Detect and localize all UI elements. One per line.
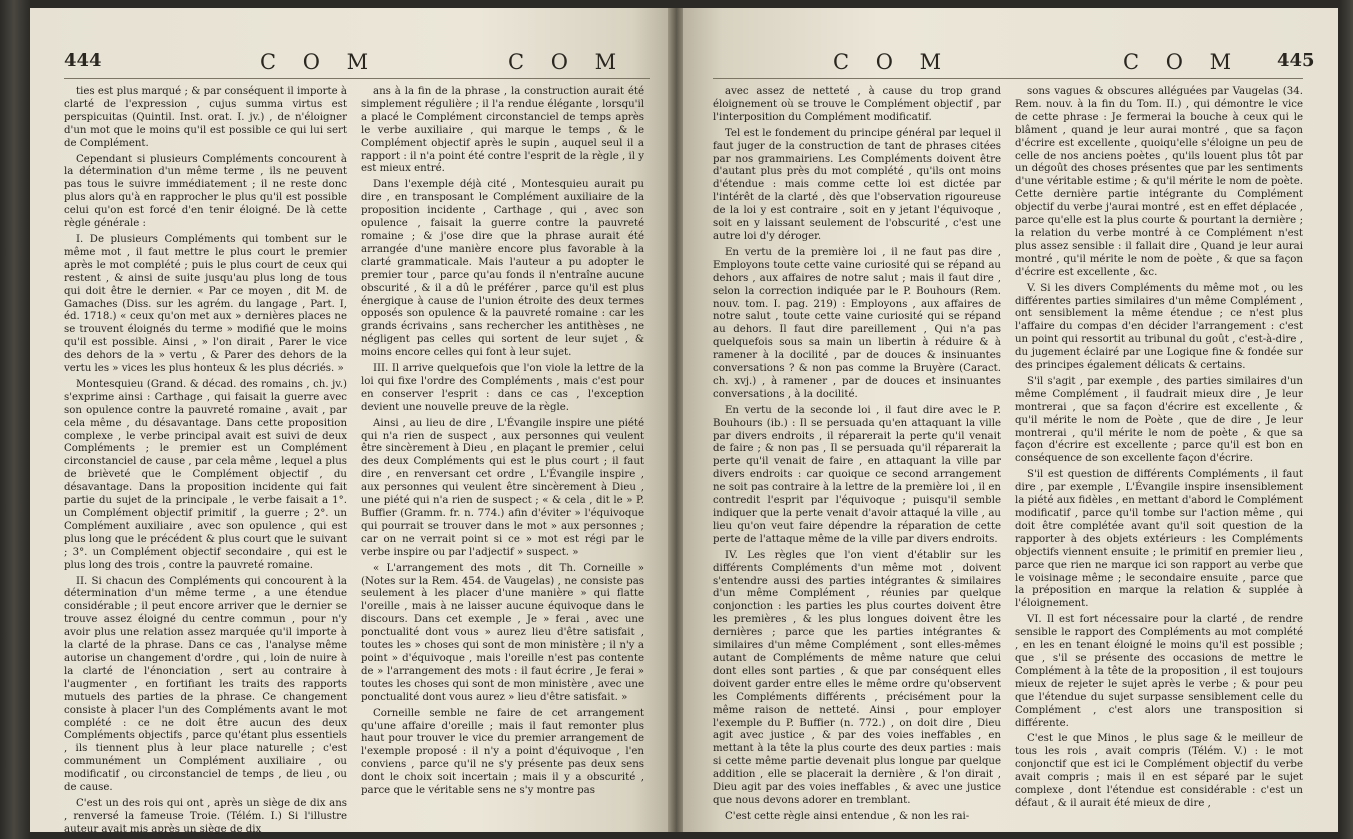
paragraph: S'il s'agit , par exemple , des parties similaires d'un même Complément , il faudrait mieux dire , Je leur montrerai , que sa façon d'écrire est excellente , & qu'il mérite le nom de Poète , que de dire , Je leur montrerai , qu'il mérite le nom de poète , & que sa façon d'écrire est excellente ; parce qu'il est bon en conséquence de son excellente façon d'écrire. (1015, 375, 1303, 465)
paragraph: ties est plus marqué ; & par conséquent il importe à clarté de l'expression , cujus summa virtus est perspicuitas (Quintil. Inst. orat. I. jv.) , de n'éloigner d'un mot que le moins qu'il est possible ce qui lui sert de Complément. (64, 86, 347, 149)
paragraph: Corneille semble ne faire de cet arrangement qu'une affaire d'oreille ; mais il faut remonter plus haut pour trouver le vice du premier arrangement de l'exemple proposé : il n'y a point d'équivoque , l'en conviens , parce qu'il ne s'y présente pas deux sens dont le choix soit incertain ; mais il y a obscurité , parce que le véritable sens ne s'y montre pas (361, 707, 644, 797)
paragraph: I. De plusieurs Compléments qui tombent sur le même mot , il faut mettre le plus court le premier après le mot complété ; puis le plus court de ceux qui restent , & ainsi de suite jusqu'au plus long de tous qui doit être le dernier. « Par ce moyen , dit M. de Gamaches (Diss. sur les agrém. du langage , Part. I, éd. 1718.) « ceux qu'on met aux » dernières places ne se trouvent éloignés du terme » modifié que le moins qu'il est possible. Ainsi , » l'on dirait , Parer le vice des dehors de la » vertu , & Parer des dehors de la vertu les » vices les plus honteux & les plus décriés. » (64, 233, 347, 375)
paragraph: VI. Il est fort nécessaire pour la clarté , de rendre sensible le rapport des Compléments au mot complété , en les en tenant éloigné le moins qu'il est possible ; que , s'il se présente des occasions de mettre le Complément à la tête de la proposition , il est toujours mieux de rejeter le sujet après le verbe ; & pour peu que l'étendue du sujet surpasse sensiblement celle du Complément , c'est alors une transposition si différente. (1015, 614, 1303, 729)
paragraph: V. Si les divers Compléments du même mot , ou les différentes parties similaires d'un même Complément , ont sensiblement la même étendue ; ce n'est plus l'affaire du compas d'en décider l'arrangement : c'est un point qui ressortit au tribunal du goût , c'est-à-dire , du jugement éclairé par une Logique fine & fondée sur des principes également délicats & certains. (1015, 282, 1303, 372)
running-head-right: C O M (508, 50, 627, 74)
paragraph: avec assez de netteté , à cause du trop grand éloignement où se trouve le Complément objectif , par l'interposition du Complément modificatif. (713, 86, 1001, 123)
paragraph: En vertu de la première loi , il ne faut pas dire , Employons toute cette vaine curiosité qui se répand au dehors , aux affaires de notre salut ; mais il faut dire , selon la correction indiquée par le P. Bouhours (Rem. nouv. tom. I. pag. 219) : Employons , aux affaires de notre salut , toute cette vaine curiosité qui se répand au dehors. Il faut dire pareillement , Qui n'a pas quelquefois sous sa main un libertin à réduire & à ramener à la docilité , par de douces & insinuantes conversations ? & non pas comme la Bruyère (Caract. ch. xvj.) , à ramener , par de douces et insinuantes conversations , à la docilité. (713, 246, 1001, 400)
left-page (30, 8, 670, 835)
text-column-2 (361, 86, 644, 826)
paragraph: Tel est le fondement du principe général par lequel il faut juger de la construction de tant de phrases citées par nos grammairiens. Les Compléments doivent être d'autant plus près du mot complété , qu'ils ont moins d'étendue : mais comme cette loi est dictée par l'intérêt de la clarté , dès que l'observation rigoureuse de la loi y est contraire , soit en y jetant l'équivoque , soit en y laissant seulement de l'obscurité , c'est une autre loi d'y déroger. (713, 127, 1001, 242)
running-head-left: C O M (260, 50, 379, 74)
paragraph: Ainsi , au lieu de dire , L'Évangile inspire une piété qui n'a rien de suspect , aux personnes qui veulent être sincèrement à Dieu , en plaçant le premier , celui des deux Compléments qui est le plus court ; il faut dire , en renversant cet ordre , L'Évangile inspire , aux personnes qui veulent être sincèrement à Dieu , une piété qui n'a rien de suspect ; « & cela , dit le » P. Buffier (Gramm. fr. n. 774.) afin d'éviter » l'équivoque qui pourrait se trouver dans le mot » aux personnes ; car on ne verrait point si ce » mot est régi par le verbe inspire ou par l'adjectif » suspect. » (361, 417, 644, 558)
text-column-2 (1015, 86, 1303, 826)
page-number: 445 (1277, 50, 1315, 71)
header-rule (64, 78, 650, 79)
paragraph: C'est le que Minos , le plus sage & le meilleur de tous les rois , avait compris (Télém. V.) : le mot conjonctif que est ici le Complément objectif du verbe avait compris ; mais il en est séparé par le sujet complexe , dont l'étendue est considérable : c'est un défaut , & il aurait été mieux de dire , (1015, 733, 1303, 809)
paragraph: En vertu de la seconde loi , il faut dire avec le P. Bouhours (ib.) : Il se persuada qu'en attaquant la ville par divers endroits , il réparerait la perte qu'il venait de faire ; & non pas , Il se persuada qu'il réparerait la perte qu'il venait de faire , en attaquant la ville par divers endroits : car quoique ce second arrangement ne soit pas contraire à la lettre de la première loi , il en contredit l'esprit par l'équivoque ; puisqu'il semble indiquer que la perte venait d'avoir attaqué la ville , au lieu qu'on veut faire dépendre la réparation de cette perte de l'attaque même de la ville par divers endroits. (713, 404, 1001, 545)
paragraph: Montesquieu (Grand. & décad. des romains , ch. jv.) s'exprime ainsi : Carthage , qui faisait la guerre avec son opulence contre la pauvreté romaine , avait , par cela même , du désavantage. Dans cette proposition complexe , le verbe principal avait est suivi de deux Compléments ; le premier est un Complément circonstanciel de cause , par cela même , lequel a plus de brièveté que le Complément objectif , du désavantage. Dans la proposition incidente qui fait partie du sujet de la principale , le verbe faisait a 1°. un Complément objectif primitif , la guerre ; 2°. un Complément auxiliaire , avec son opulence , qui est plus long que le précédent & plus court que le suivant ; 3°. un Complément objectif secondaire , qui est le plus long des trois , contre la pauvreté romaine. (64, 378, 347, 571)
paragraph: III. Il arrive quelquefois que l'on viole la lettre de la loi qui fixe l'ordre des Compléments , mais c'est pour en conserver l'esprit : dans ce cas , l'exception devient une nouvelle preuve de la règle. (361, 363, 644, 413)
right-page (683, 8, 1338, 832)
paragraph: C'est cette règle ainsi entendue , & non les rai- (725, 810, 970, 822)
paragraph: ans à la fin de la phrase , la construction aurait été simplement régulière ; il l'a rendue élégante , lorsqu'il a placé le Complément circonstanciel de temps après le verbe auxiliaire , qui marque le temps , & le Complément objectif après le supin , auquel seul il a rapport : il n'a point été contre l'esprit de la règle , il y est mieux entré. (361, 86, 644, 175)
paragraph: S'il est question de différents Compléments , il faut dire , par exemple , L'Évangile inspire insensiblement la piété aux fidèles , en mettant d'abord le Complément modificatif , parce qu'il tombe sur l'action même , qui doit être complétée avant qu'il soit question de la rapporter à des objets extérieurs : les Compléments objectifs viennent ensuite ; le primitif en premier lieu , parce que rien ne marque ici son rapport au verbe que le voisinage même ; le secondaire ensuite , parce que la préposition en marque la relation & supplée à l'éloignement. (1015, 469, 1303, 610)
text-column-1 (713, 86, 1001, 826)
paragraph: C'est un des rois qui ont , après un siège de dix ans , renversé la fameuse Troie. (Télém. I.) Si l'illustre auteur avait mis après un siège de dix (64, 797, 347, 835)
paragraph: Dans l'exemple déjà cité , Montesquieu aurait pu dire , en transposant le Complément auxiliaire de la proposition incidente , Carthage , qui , avec son opulence , faisait la guerre contre la pauvreté romaine ; & j'ose dire que la phrase aurait été arrangée d'une manière encore plus favorable à la clarté grammaticale. Mais l'auteur a pu adopter le premier tour , parce qu'au fonds il n'entraîne aucune obscurité , & il a dû le préférer , parce qu'il est plus énergique à cause de l'union étroite des deux termes opposés son opulence & la pauvreté romaine : car les grands écrivains , sans rechercher les antithèses , ne négligent pas celles qui sortent de leur sujet , & moins encore celles qui font à leur sujet. (361, 179, 644, 359)
paragraph: « L'arrangement des mots , dit Th. Corneille » (Notes sur la Rem. 454. de Vaugelas) , ne consiste pas seulement à les placer d'une manière » qui flatte l'oreille , mais à ne laisser aucune équivoque dans le discours. Dans cet exemple , Je » ferai , avec une ponctualité dont vous » aurez lieu d'être satisfait , toutes les » choses qui sont de mon ministère ; il n'y a point » d'équivoque , mais l'oreille n'est pas contente de » l'arrangement des mots : il faut écrire , Je ferai » toutes les choses qui sont de mon ministère , avec une ponctualité dont vous aurez » lieu d'être satisfait. » (361, 562, 644, 703)
paragraph: sons vagues & obscures alléguées par Vaugelas (34. Rem. nouv. à la fin du Tom. II.) , qui démontre le vice de cette phrase : Je fermerai la bouche à ceux qui le blâment , quand je leur aurai montré , que sa façon d'écrire est excellente , quoiqu'elle s'éloigne un peu de celle de nos anciens poètes , qu'ils louent plus tôt par un dégoût des choses présentes que par les sentiments d'une véritable estime ; & qu'il mérite le nom de poète. Cette dernière partie intégrante du Complément objectif du verbe j'aurai montré , est en effet déplacée , parce qu'elle est la plus courte & pourtant la dernière ; la relation du verbe montré à ce Complément n'est plus assez sensible : il fallait dire , Quand je leur aurai montré , qu'il mérite le nom de poète , & que sa façon d'écrire est excellente , &c. (1015, 86, 1303, 278)
paragraph: Cependant si plusieurs Compléments concourent à la détermination d'un même terme , ils ne peuvent pas tous le suivre immédiatement ; il ne reste donc plus alors qu'à en rapprocher le plus qu'il est possible celui qu'on est forcé d'en tenir éloigné. De là cette règle générale : (64, 153, 347, 230)
running-head-right: C O M (1123, 50, 1242, 74)
page-number: 444 (64, 50, 102, 71)
text-column-1 (64, 86, 347, 835)
paragraph: II. Si chacun des Compléments qui concourent à la détermination d'un même terme , a une étendue considérable ; il peut encore arriver que le dernier se trouve assez éloigné du centre commun , pour n'y avoir plus une relation assez marquée qu'il importe à la clarté de la phrase. Dans ce cas , l'analyse même autorise un changement d'ordre , qui , loin de nuire à la clarté de l'énonciation , sert au contraire à l'augmenter , en fortifiant les traits des rapports mutuels des parties de la phrase. Ce changement consiste à placer l'un des Compléments avant le mot complété : ce ne doit être aucun des deux Compléments objectifs , parce qu'étant plus essentiels , ils tiennent plus à leur place naturelle ; c'est communément un Complément auxiliaire , ou modificatif , ou circonstanciel de temps , de lieu , ou de cause. (64, 575, 347, 794)
paragraph: IV. Les règles que l'on vient d'établir sur les différents Compléments d'un même mot , doivent s'entendre aussi des parties intégrantes & similaires d'un même Complément , réunies par quelque conjonction : les parties les plus courtes doivent être les premières , & les plus longues doivent être les dernières ; parce que les parties intégrantes & similaires d'un même Complément , sont elles-mêmes autant de Compléments de même nature que celui dont elles sont parties , & que par conséquent elles doivent garder entre elles le même ordre qu'observent les Compléments différents , précisément pour la même raison de netteté. Ainsi , pour employer l'exemple du P. Buffier (n. 772.) , on doit dire , Dieu agit avec justice , & par des voies ineffables , en mettant à la tête la plus courte des deux parties : mais si cette même partie devenait plus longue par quelque addition , elle se placerait la dernière , & l'on dirait , Dieu agit par des voies ineffables , & avec une justice que nous devons adorer en tremblant. (713, 549, 1001, 806)
header-rule (713, 78, 1303, 79)
running-head-left: C O M (833, 50, 952, 74)
